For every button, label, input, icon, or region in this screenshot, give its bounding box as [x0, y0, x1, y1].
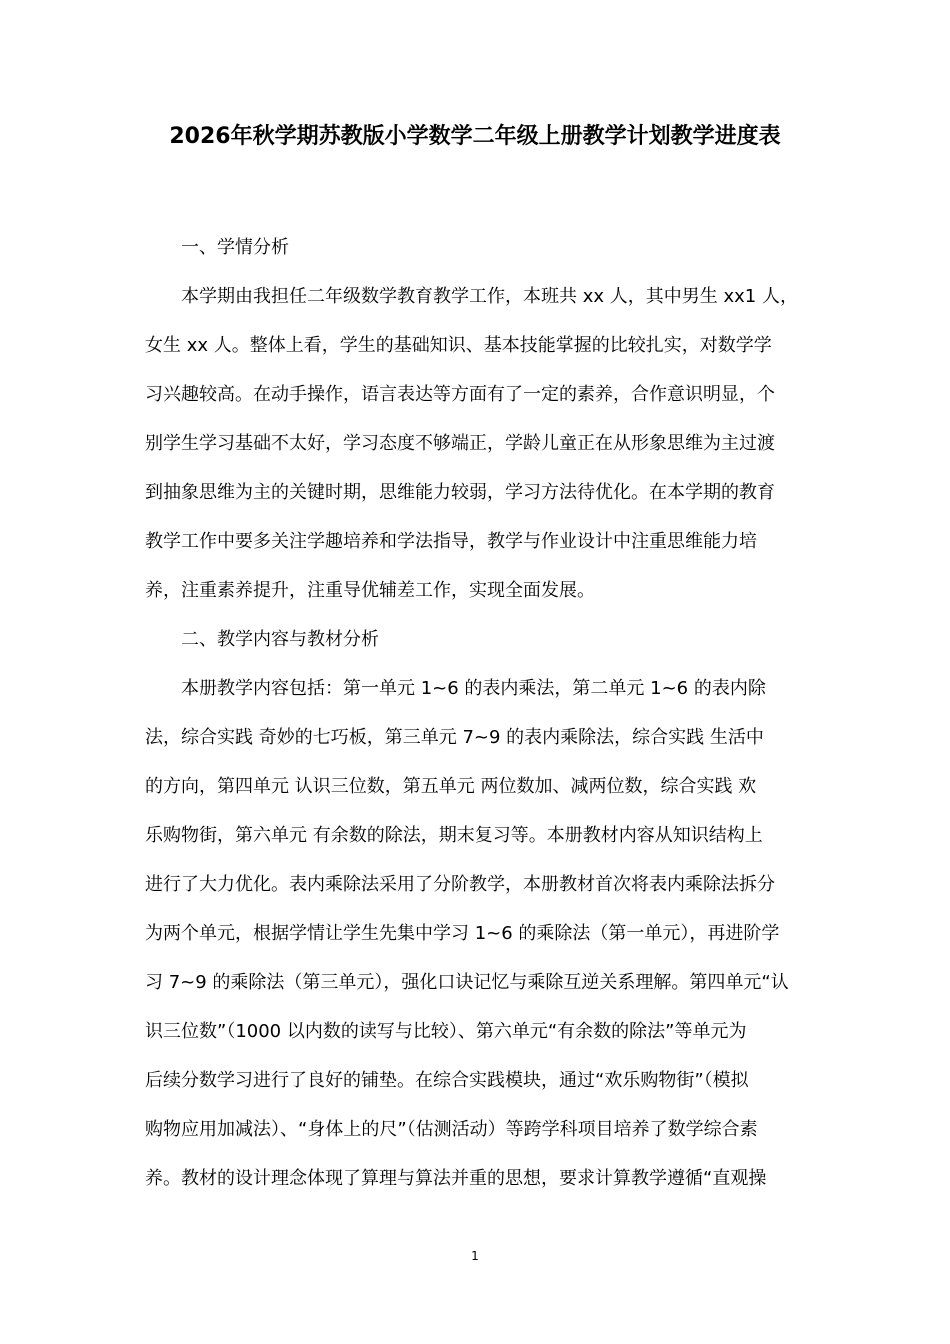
section-heading-content-analysis: 二、教学内容与教材分析	[181, 629, 379, 650]
paragraph-line: 法，综合实践 奇妙的七巧板，第三单元 7~9 的表内乘除法，综合实践 生活中	[145, 727, 764, 748]
paragraph-line: 习兴趣较高。在动手操作，语言表达等方面有了一定的素养，合作意识明显，个	[145, 384, 775, 405]
paragraph-line: 的方向，第四单元 认识三位数，第五单元 两位数加、减两位数，综合实践 欢	[145, 776, 757, 797]
paragraph-line: 习 7~9 的乘除法（第三单元），强化口诀记忆与乘除互逆关系理解。第四单元“认	[145, 972, 789, 993]
section-heading-learning-analysis: 一、学情分析	[181, 237, 289, 258]
document-title: 2026年秋学期苏教版小学数学二年级上册教学计划教学进度表	[169, 124, 781, 149]
paragraph-line: 识三位数”（1000 以内数的读写与比较）、第六单元“有余数的除法”等单元为	[145, 1021, 747, 1042]
paragraph-content-analysis	[145, 664, 807, 1203]
paragraph-line: 别学生学习基础不太好，学习态度不够端正，学龄儿童正在从形象思维为主过渡	[145, 433, 775, 454]
paragraph-line: 本册教学内容包括：第一单元 1~6 的表内乘法，第二单元 1~6 的表内除	[181, 678, 766, 699]
paragraph-line: 本学期由我担任二年级数学教育教学工作，本班共 xx 人，其中男生 xx1 人，	[181, 286, 798, 307]
paragraph-line: 为两个单元，根据学情让学生先集中学习 1~6 的乘除法（第一单元），再进阶学	[145, 923, 780, 944]
paragraph-learning-analysis	[145, 272, 807, 615]
paragraph-line: 养，注重素养提升，注重导优辅差工作，实现全面发展。	[145, 580, 595, 601]
paragraph-line: 乐购物街，第六单元 有余数的除法，期末复习等。本册教材内容从知识结构上	[145, 825, 763, 846]
paragraph-line: 购物应用加减法）、“身体上的尺”（估测活动）等跨学科项目培养了数学综合素	[145, 1119, 758, 1140]
paragraph-line: 后续分数学习进行了良好的铺垫。在综合实践模块，通过“欢乐购物街”（模拟	[145, 1070, 749, 1091]
paragraph-line: 女生 xx 人。整体上看，学生的基础知识、基本技能掌握的比较扎实，对数学学	[145, 335, 772, 356]
paragraph-line: 养。教材的设计理念体现了算理与算法并重的思想，要求计算教学遵循“直观操	[145, 1168, 767, 1189]
paragraph-line: 到抽象思维为主的关键时期，思维能力较弱，学习方法待优化。在本学期的教育	[145, 482, 775, 503]
paragraph-line: 教学工作中要多关注学趣培养和学法指导，教学与作业设计中注重思维能力培	[145, 531, 757, 552]
page-number: 1	[471, 1249, 479, 1263]
document-body	[145, 223, 807, 1203]
paragraph-line: 进行了大力优化。表内乘除法采用了分阶教学，本册教材首次将表内乘除法拆分	[145, 874, 775, 895]
